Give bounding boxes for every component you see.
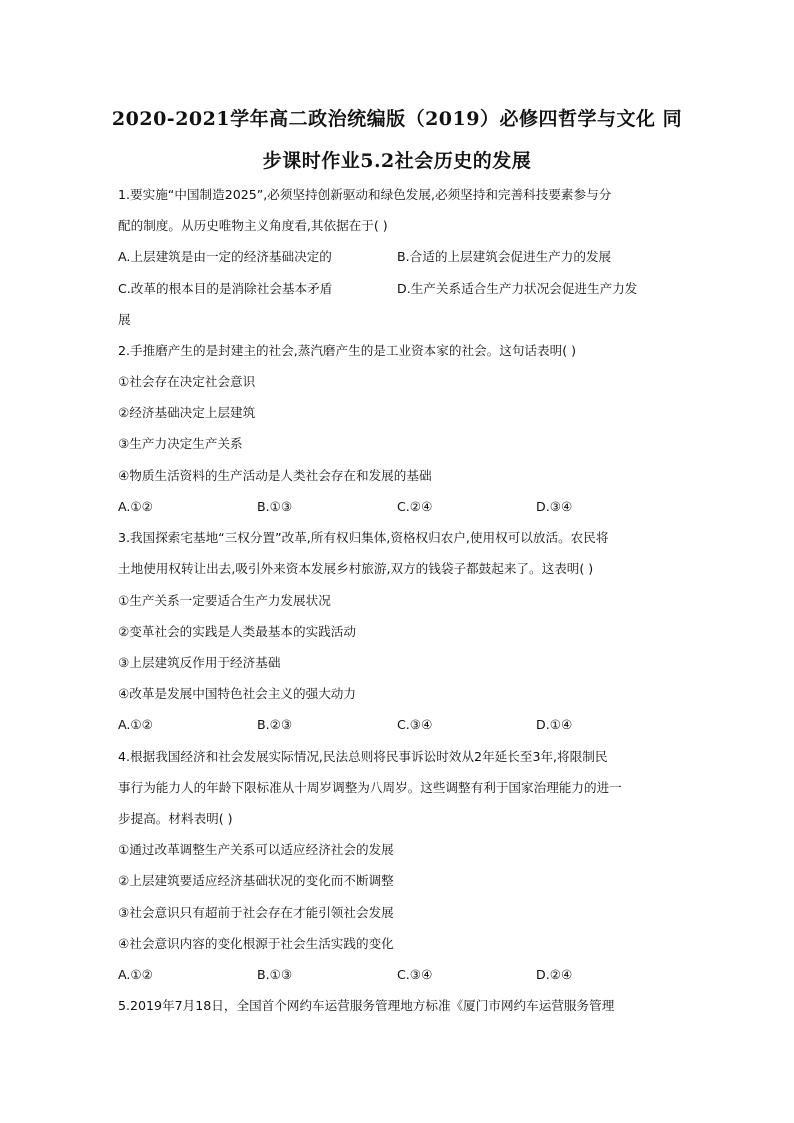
q4-stem-line-2: 事行为能力人的年龄下限标准从十周岁调整为八周岁。这些调整有利于国家治理能力的进一: [118, 780, 622, 795]
q2-option-a: A.①②: [118, 499, 153, 514]
q2-option-b: B.①③: [257, 499, 293, 514]
q1-option-c: C.改革的根本目的是消除社会基本矛盾: [118, 281, 333, 296]
q1-option-d: D.生产关系适合生产力状况会促进生产力发: [397, 281, 638, 296]
q4-option-a: A.①②: [118, 967, 153, 982]
q3-option-c: C.③④: [397, 717, 433, 732]
q4-item-3: ③社会意识只有超前于社会存在才能引领社会发展: [118, 905, 394, 920]
document-title-line-2: 步课时作业5.2社会历史的发展: [262, 150, 532, 172]
q4-item-4: ④社会意识内容的变化根源于社会生活实践的变化: [118, 936, 394, 951]
q3-option-a: A.①②: [118, 717, 153, 732]
q1-option-b: B.合适的上层建筑会促进生产力的发展: [397, 249, 612, 264]
q3-item-4: ④改革是发展中国特色社会主义的强大动力: [118, 686, 356, 701]
q2-option-c: C.②④: [397, 499, 433, 514]
q2-item-3: ③生产力决定生产关系: [118, 436, 243, 451]
q4-stem-line-1: 4.根据我国经济和社会发展实际情况,民法总则将民事诉讼时效从2年延长至3年,将限制民: [118, 749, 608, 764]
q3-item-2: ②变革社会的实践是人类最基本的实践活动: [118, 624, 356, 639]
q2-item-4: ④物质生活资料的生产活动是人类社会存在和发展的基础: [118, 468, 432, 483]
q2-option-d: D.③④: [536, 499, 573, 514]
q2-stem-line-1: 2.手推磨产生的是封建主的社会,蒸汽磨产生的是工业资本家的社会。这句话表明( ): [118, 343, 577, 358]
q4-item-2: ②上层建筑要适应经济基础状况的变化而不断调整: [118, 873, 394, 888]
q4-option-d: D.②④: [536, 967, 573, 982]
q1-stem-line-1: 1.要实施“中国制造2025”,必须坚持创新驱动和绿色发展,必须坚持和完善科技要素参与分: [118, 187, 612, 202]
q2-item-2: ②经济基础决定上层建筑: [118, 405, 256, 420]
q4-option-b: B.①③: [257, 967, 293, 982]
q3-option-d: D.①④: [536, 717, 573, 732]
q3-option-b: B.②③: [257, 717, 293, 732]
document-title-line-1: 2020-2021学年高二政治统编版（2019）必修四哲学与文化 同: [111, 108, 683, 130]
q5-stem-line-1: 5.2019年7月18日，全国首个网约车运营服务管理地方标准《厦门市网约车运营服务管理: [118, 998, 615, 1013]
q1-option-d-continued: 展: [118, 312, 131, 327]
q3-stem-line-1: 3.我国探索宅基地“三权分置”改革,所有权归集体,资格权归农户,使用权可以放活。农民将: [118, 530, 609, 545]
q2-item-1: ①社会存在决定社会意识: [118, 374, 256, 389]
q4-option-c: C.③④: [397, 967, 433, 982]
q1-option-a: A.上层建筑是由一定的经济基础决定的: [118, 249, 332, 264]
q4-stem-line-3: 步提高。材料表明( ): [118, 811, 233, 826]
q4-item-1: ①通过改革调整生产关系可以适应经济社会的发展: [118, 842, 394, 857]
q3-item-3: ③上层建筑反作用于经济基础: [118, 655, 281, 670]
q3-item-1: ①生产关系一定要适合生产力发展状况: [118, 593, 331, 608]
q3-stem-line-2: 土地使用权转让出去,吸引外来资本发展乡村旅游,双方的钱袋子都鼓起来了。这表明( ): [118, 561, 594, 576]
q1-stem-line-2: 配的制度。从历史唯物主义角度看,其依据在于( ): [118, 218, 388, 233]
